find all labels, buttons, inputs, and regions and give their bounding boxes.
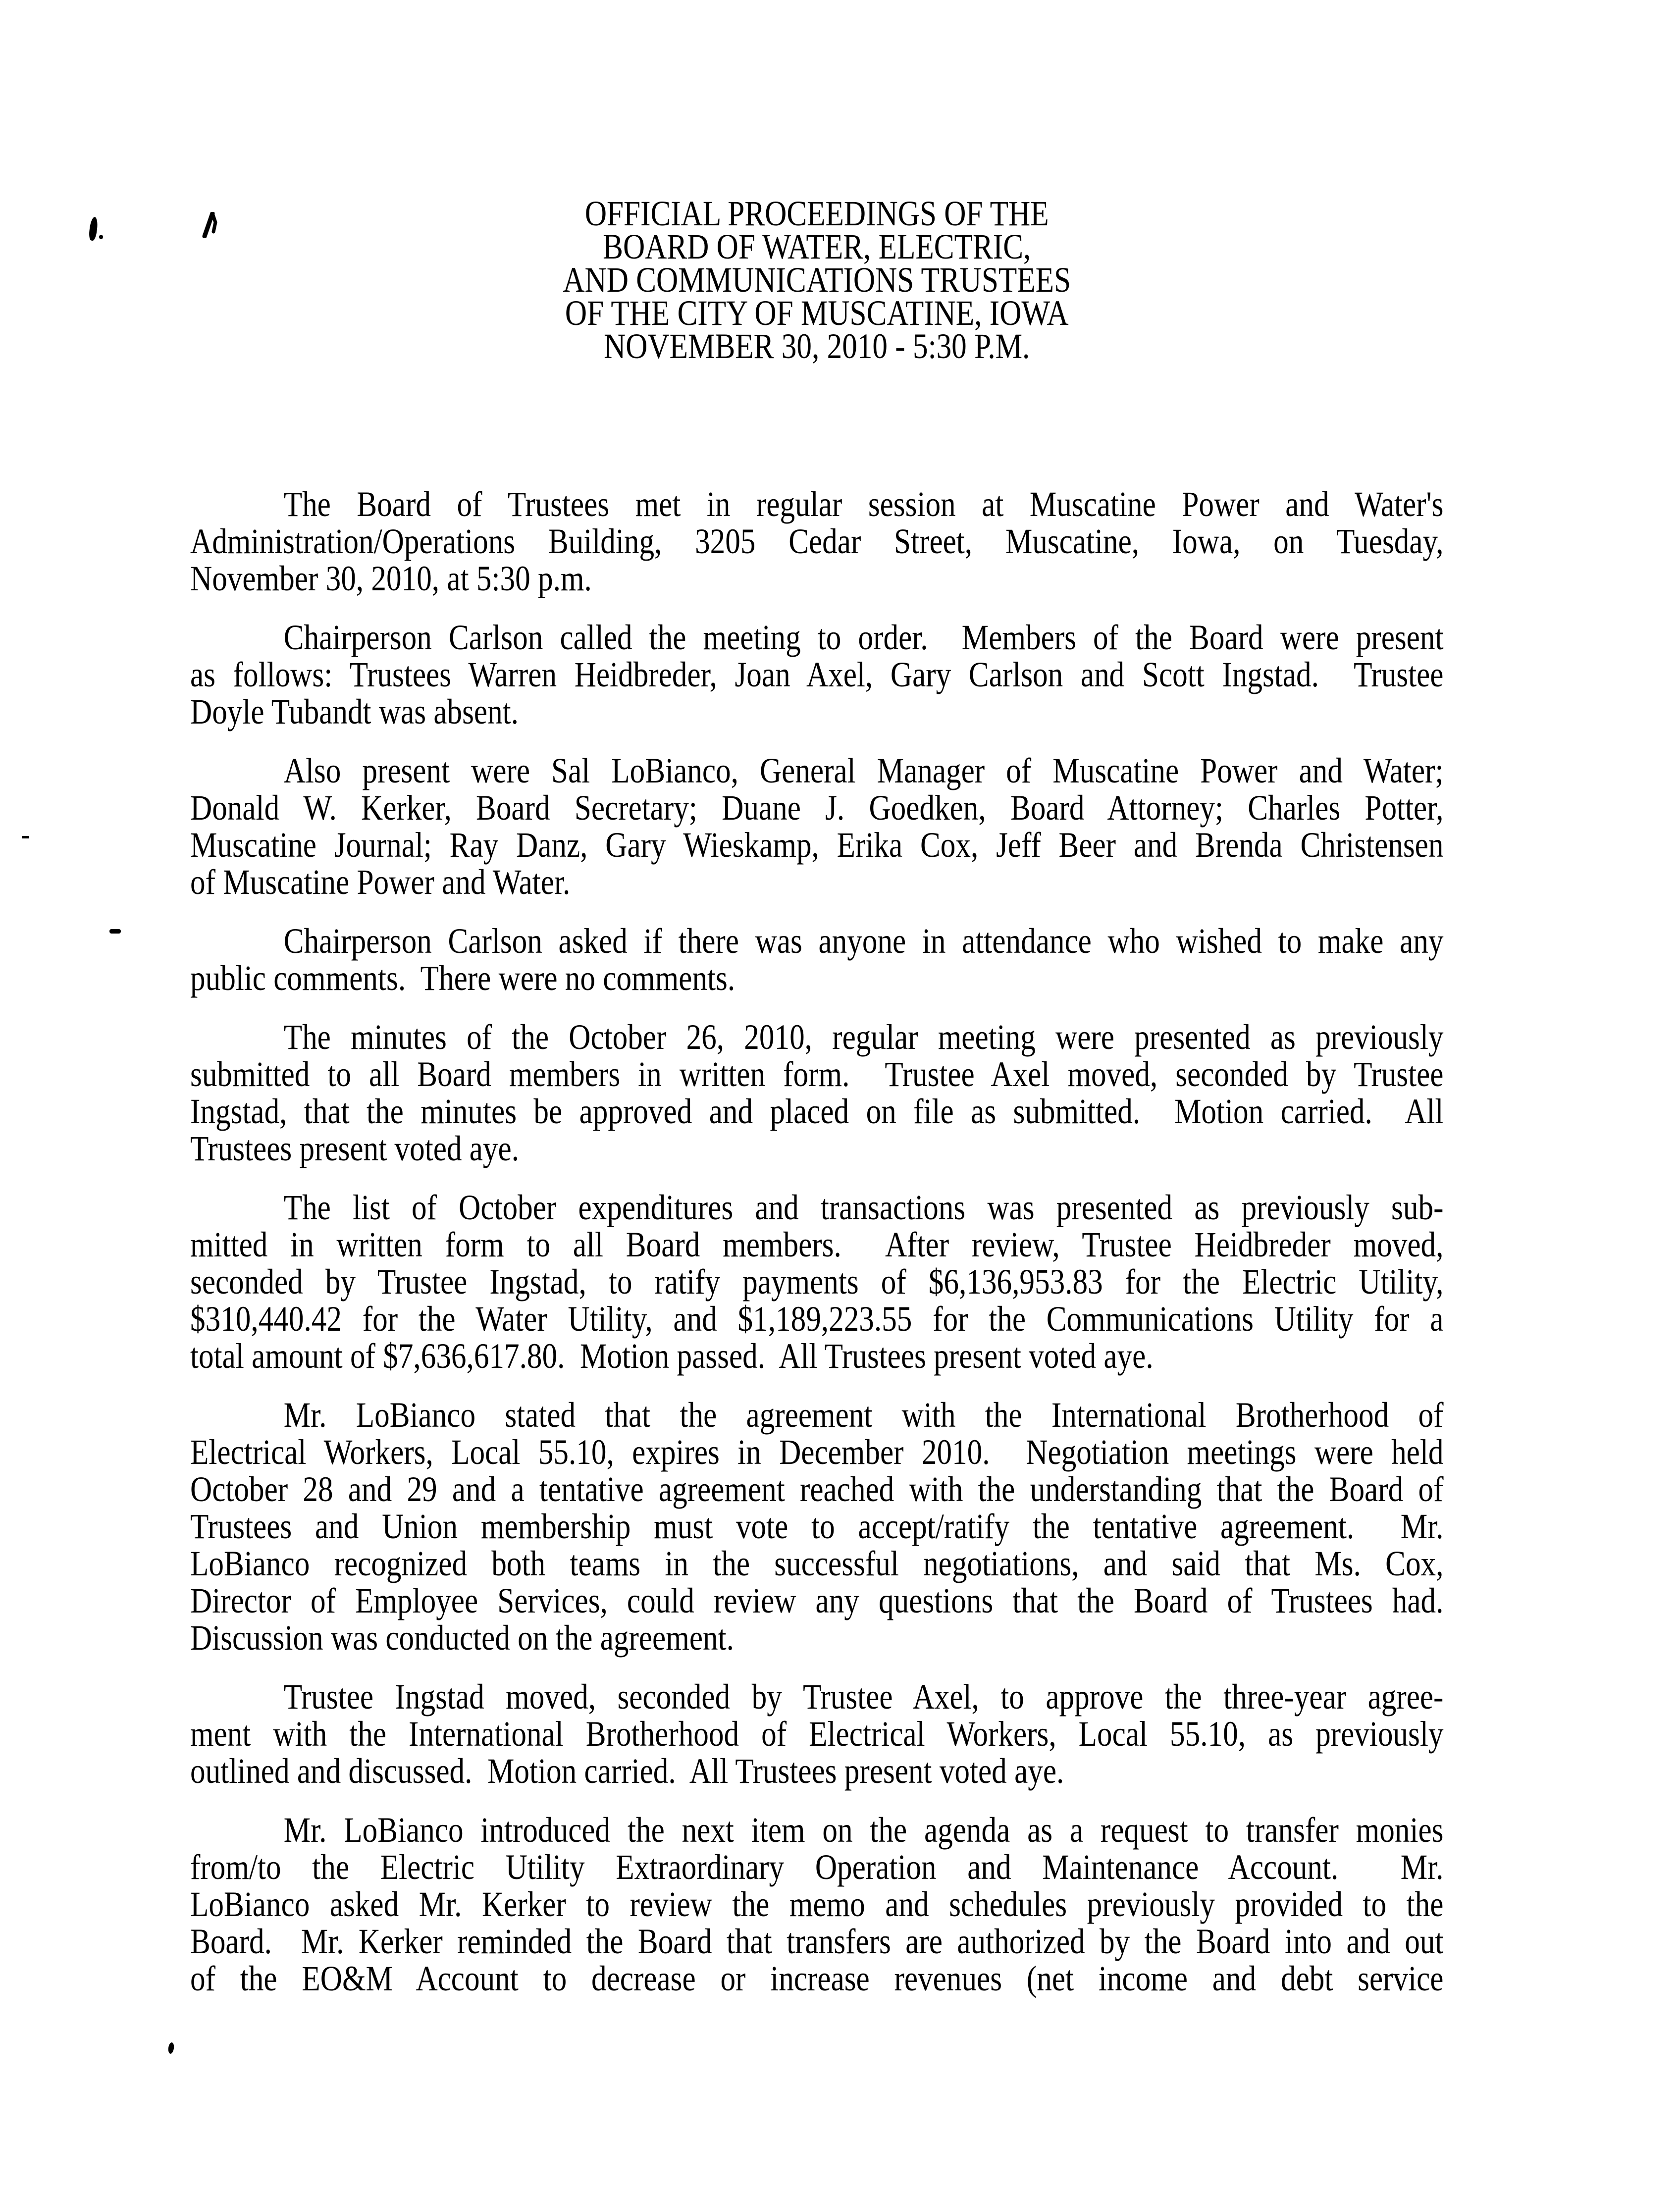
text-line: outlined and discussed. Motion carried. All Trustees present voted aye. [190, 1751, 1064, 1791]
text-line: Ingstad, that the minutes be approved and placed on file as submitted. Motion carried. All [190, 1092, 1444, 1131]
text-line: LoBianco asked Mr. Kerker to review the memo and schedules previously provided to the [190, 1884, 1444, 1924]
text-line: $310,440.42 for the Water Utility, and $1,189,223.55 for the Communications Utility for a [190, 1299, 1444, 1339]
title-line: NOVEMBER 30, 2010 - 5:30 P.M. [604, 326, 1030, 366]
text-line: from/to the Electric Utility Extraordinary Operation and Maintenance Account. Mr. [190, 1847, 1444, 1887]
text-line: Administration/Operations Building, 3205 Cedar Street, Muscatine, Iowa, on Tuesday, [190, 521, 1444, 561]
text-line: Board. Mr. Kerker reminded the Board that transfers are authorized by the Board into and out [190, 1922, 1444, 1961]
text-line: The minutes of the October 26, 2010, regular meeting were presented as previously [283, 1017, 1444, 1057]
text-line: Chairperson Carlson asked if there was anyone in attendance who wished to make any [283, 921, 1444, 961]
text-line: of the EO&M Account to decrease or increase revenues (net income and debt service [190, 1959, 1444, 1998]
text-line: The list of October expenditures and transactions was presented as previously sub- [283, 1188, 1444, 1227]
text-line: mitted in written form to all Board members. After review, Trustee Heidbreder moved, [190, 1225, 1444, 1264]
text-line: of Muscatine Power and Water. [190, 862, 571, 902]
ink-speck-dot [167, 2042, 174, 2054]
paragraph [190, 1019, 1443, 1167]
text-line: Muscatine Journal; Ray Danz, Gary Wieskamp, Erika Cox, Jeff Beer and Brenda Christensen [190, 825, 1444, 865]
text-line: Also present were Sal LoBianco, General Manager of Muscatine Power and Water; [283, 751, 1444, 790]
text-line: Trustees and Union membership must vote to accept/ratify the tentative agreement. Mr. [190, 1507, 1444, 1546]
text-line: Doyle Tubandt was absent. [190, 692, 519, 731]
document-title [190, 194, 1443, 366]
text-line: LoBianco recognized both teams in the successful negotiations, and said that Ms. Cox, [190, 1544, 1444, 1583]
title-line: OF THE CITY OF MUSCATINE, IOWA [565, 293, 1069, 333]
text-line: Trustees present voted aye. [190, 1129, 519, 1168]
paragraph [190, 1189, 1443, 1375]
text-line: as follows: Trustees Warren Heidbreder, Joan Axel, Gary Carlson and Scott Ingstad. Trustee [190, 655, 1444, 694]
text-line: ment with the International Brotherhood of Electrical Workers, Local 55.10, as previously [190, 1714, 1444, 1754]
text-line: Mr. LoBianco introduced the next item on the agenda as a request to transfer monies [283, 1810, 1444, 1850]
text-line: Director of Employee Services, could review any questions that the Board of Trustees had. [190, 1581, 1444, 1620]
ink-speck-dash-bold [109, 929, 121, 934]
text-line: October 28 and 29 and a tentative agreement reached with the understanding that the Board of [190, 1469, 1444, 1509]
text-line: public comments. There were no comments. [190, 958, 735, 998]
ink-speck-dash-thin [22, 836, 29, 838]
title-line: AND COMMUNICATIONS TRUSTEES [563, 260, 1071, 300]
paragraph [190, 1678, 1443, 1790]
text-line: Trustee Ingstad moved, seconded by Trustee Axel, to approve the three-year agree- [283, 1677, 1444, 1717]
text-line: Chairperson Carlson called the meeting to order. Members of the Board were present [283, 618, 1444, 657]
text-line: Electrical Workers, Local 55.10, expires in December 2010. Negotiation meetings were held [190, 1432, 1444, 1472]
text-line: November 30, 2010, at 5:30 p.m. [190, 559, 592, 598]
title-line: OFFICIAL PROCEEDINGS OF THE [584, 194, 1049, 233]
text-line: submitted to all Board members in written form. Trustee Axel moved, seconded by Trustee [190, 1054, 1444, 1094]
text-line: seconded by Trustee Ingstad, to ratify payments of $6,136,953.83 for the Electric Utility, [190, 1262, 1444, 1302]
paragraph [190, 752, 1443, 901]
text-line: The Board of Trustees met in regular session at Muscatine Power and Water's [283, 484, 1444, 524]
document-body [190, 486, 1443, 1997]
paragraph [190, 1397, 1443, 1657]
ink-speck-apostrophe [88, 216, 99, 241]
paragraph [190, 923, 1443, 997]
paragraph [190, 619, 1443, 730]
text-line: Donald W. Kerker, Board Secretary; Duane J. Goedken, Board Attorney; Charles Potter, [190, 788, 1444, 828]
text-line: Discussion was conducted on the agreement. [190, 1618, 734, 1658]
text-line: total amount of $7,636,617.80. Motion passed. All Trustees present voted aye. [190, 1336, 1154, 1376]
text-line: Mr. LoBianco stated that the agreement with the International Brotherhood of [283, 1395, 1444, 1435]
ink-speck-dot-small [99, 235, 103, 239]
paragraph [190, 1812, 1443, 1997]
paragraph [190, 486, 1443, 597]
title-line: BOARD OF WATER, ELECTRIC, [603, 227, 1031, 266]
